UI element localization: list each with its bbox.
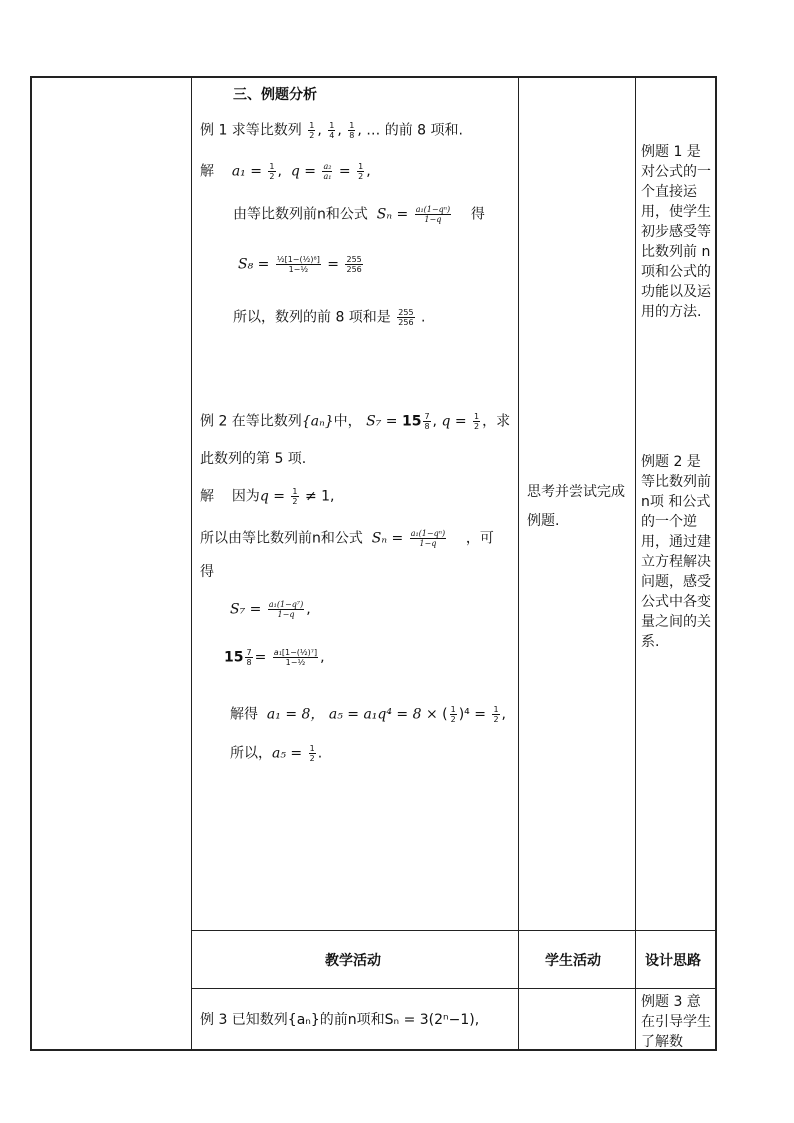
header-teaching-activity: 教学活动 [325,953,381,969]
column-divider-3 [635,76,636,1051]
ex2-because-line: 解 因为q = $\frac{1}{2}$ ≠ 1, [200,487,335,506]
ex2-equation-line: 15 $\frac{7}{8}$ = $\frac{\text{a₁[1−(½)⁷]}}{\text{1−½}}$ , [224,648,325,667]
ex1-formula-line: 由等比数列前n和公式 Sₙ = $\frac{\text{a₁(1−qⁿ)}}{1-q}$ 得 [233,205,485,224]
ex2-formula-line: 所以由等比数列前n和公式 Sₙ = $\frac{\text{a₁(1−qⁿ)}}{1-q}$ ，可 [200,529,494,548]
ex1-s8-calc: S₈ = $\frac{\text{½[1−(½)⁸]}}{\text{1−½}}$ = $\frac{255}{256}$ [238,255,362,274]
student-activity-text: 思考并尝试完成例题. [527,484,625,529]
design-note-2: 例题 2 是等比数列前 n项 和公式的一个逆用，通过建立方程解决问题，感受公式中各变量之间的关系. [641,454,711,650]
ex2-de: 得 [200,564,214,580]
ex1-solution-line: 解 a₁ = $\frac{1}{2}$ , q = $\frac{\text{a₂}}{\text{a₁}}$ = $\frac{1}{2}$ , [200,162,371,181]
design-note-3: 例题 3 意在引导学生了解数 [641,994,711,1050]
column-divider-1 [191,76,192,1051]
design-note-1: 例题 1 是对公式的一个直接运用，使学生初步感受等比数列前 n 项和公式的功能以及运用的方法. [641,144,711,320]
row-divider-header-bottom [191,988,717,989]
ex1-question: 例 1 求等比数列 $\frac{1}{2}$ , $\frac{1}{4}$ , $\frac{1}{8}$ , … 的前 8 项和. [200,121,463,140]
header-design-thinking: 设计思路 [645,953,701,969]
ex2-question-line1: 例 2 在等比数列{aₙ}中， S₇ = 15 $\frac{7}{8}$ , q = $\frac{1}{2}$ ，求 [200,412,511,431]
row-divider-header-top [191,930,717,931]
ex2-final-line: 所以，a₅ = $\frac{1}{2}$ . [230,744,323,763]
section-title: 三、例题分析 [233,87,317,103]
header-student-activity: 学生活动 [545,953,601,969]
ex2-solve-line: 解得 a₁ = 8， a₅ = a₁q⁴ = 8 × ( $\frac{1}{2}$ )⁴ = $\frac{1}{2}$ , [230,705,506,724]
column-divider-2 [518,76,519,1051]
ex1-conclusion: 所以，数列的前 8 项和是 $\frac{255}{256}$ . [233,308,426,327]
ex3-question: 例 3 已知数列{aₙ}的前n项和Sₙ = 3(2ⁿ−1), [200,1012,480,1028]
ex2-s7-line: S₇ = $\frac{\text{a₁(1−q⁷)}}{1-q}$ , [230,600,311,619]
ex2-question-line2: 此数列的第 5 项. [200,451,307,467]
